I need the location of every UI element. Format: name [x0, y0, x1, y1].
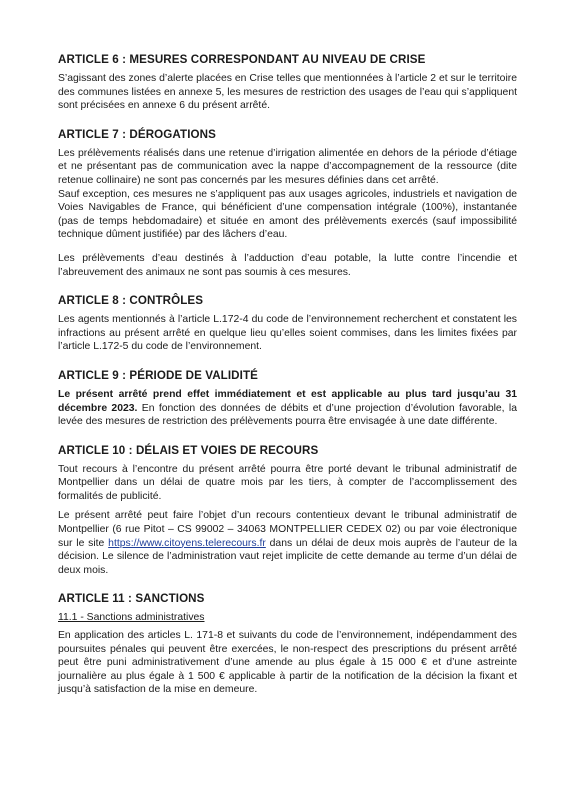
article-6	[58, 52, 517, 113]
article-6-paragraph: S’agissant des zones d’alerte placées en Crise telles que mentionnées à l’article 2 et sur le territoire des communes listées en annexe 5, les mesures de restriction des usages de l’eau qui s’appliquent sont précisées en annexe 6 du présent arrêté.	[58, 73, 517, 112]
article-10-paragraph-2	[58, 509, 517, 577]
document-body	[58, 52, 517, 711]
article-8-heading: ARTICLE 8 : CONTRÔLES	[58, 294, 204, 308]
article-9-heading: ARTICLE 9 : PÉRIODE DE VALIDITÉ	[58, 368, 258, 382]
article-6-heading: ARTICLE 6 : MESURES CORRESPONDANT AU NIVEAU DE CRISE	[58, 53, 426, 66]
article-11	[58, 591, 517, 697]
telerecours-link[interactable]: https://www.citoyens.telerecours.fr	[108, 537, 266, 549]
article-10-paragraph-1: Tout recours à l’encontre du présent arrêté pourra être porté devant le tribunal administratif de Montpellier dans un délai de quatre mois par les tiers, à compter de l’accomplissement des formalités de publicité.	[58, 463, 517, 502]
article-7-paragraph-2: Sauf exception, ces mesures ne s’appliquent pas aux usages agricoles, industriels et navigation de Voies Navigables de France, qui bénéficient d’une compensation intégrale (100%), instantanée (pas de temps hebdomadaire) et située en amont des prélèvements exercés (sauf impossibilité technique dûment justifiée) par des lâchers d’eau.	[58, 188, 517, 241]
article-7-paragraph-1: Les prélèvements réalisés dans une retenue d’irrigation alimentée en dehors de la période d’étiage et ne présentant pas de communication avec la nappe d’accompagnement de la ressource (dite retenue collinaire) ne sont pas concernés par les mesures définies dans cet arrêté.	[58, 147, 517, 186]
article-9-paragraph	[58, 388, 517, 429]
article-11-paragraph: En application des articles L. 171-8 et suivants du code de l’environnement, indépendamment des poursuites pénales qui peuvent être exercées, le non-respect des prescriptions du présent arrêté peut être puni administrativement d’une amende au plus égale à 15 000 € et d’une astreinte journalière au plus égale à 1 500 € applicable à partir de la notification de la décision la fixant et jusqu’à satisfaction de la mise en demeure.	[58, 630, 517, 696]
article-8-paragraph: Les agents mentionnés à l’article L.172-4 du code de l’environnement recherchent et constatent les infractions au présent arrêté en quelque lieu qu’elles soient commises, dans les limites fixées par l’article L.172-5 du code de l’environnement.	[58, 314, 517, 353]
article-9-text: En fonction des données de débits et d’une projection d’évolution favorable, la levée des mesures de restriction des prélèvements pourra être envisagée à une date différente.	[58, 402, 517, 428]
article-11-subheading: 11.1 - Sanctions administratives	[58, 612, 205, 624]
article-10-text-after: dans un délai de deux mois auprès de l’auteur de la décision. Le silence de l’administration vaut rejet implicite de cette demande au terme d’un délai de deux mois.	[58, 537, 517, 576]
article-10-text-before: Le présent arrêté peut faire l’objet d’un recours contentieux devant le tribunal administratif de Montpellier (6 rue Pitot – CS 99002 – 34063 MONTPELLIER CEDEX 02) ou par voie électronique sur le site	[58, 510, 517, 549]
article-10-heading: ARTICLE 10 : DÉLAIS ET VOIES DE RECOURS	[58, 443, 319, 457]
article-11-heading: ARTICLE 11 : SANCTIONS	[58, 592, 205, 606]
article-10	[58, 443, 517, 578]
article-9-bold-lead: Le présent arrêté prend effet immédiatement et est applicable au plus tard jusqu’au 31 décembre 2023.	[58, 388, 517, 414]
article-8	[58, 293, 517, 354]
article-7-heading: ARTICLE 7 : DÉROGATIONS	[58, 127, 216, 141]
article-7	[58, 127, 517, 279]
article-9	[58, 368, 517, 429]
article-7-paragraph-3: Les prélèvements d’eau destinés à l’adduction d’eau potable, la lutte contre l’incendie et l’abreuvement des animaux ne sont pas soumis à ces mesures.	[58, 252, 517, 278]
